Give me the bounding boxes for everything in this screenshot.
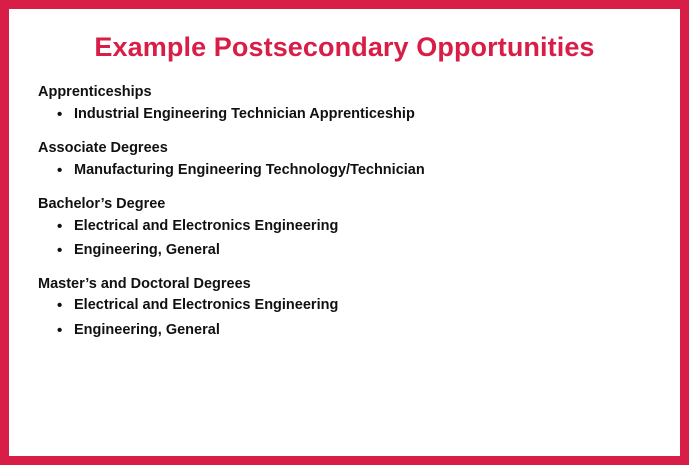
- section-heading: Master’s and Doctoral Degrees: [38, 275, 251, 292]
- section-apprenticeships: [32, 83, 657, 125]
- section-item-list: [32, 295, 657, 340]
- page-title: Example Postsecondary Opportunities: [94, 32, 595, 62]
- list-item: • Manufacturing Engineering Technology/Technician: [32, 160, 657, 181]
- section-bachelors-degree: [32, 195, 657, 261]
- section-heading: Bachelor’s Degree: [38, 195, 166, 212]
- section-heading: Associate Degrees: [38, 139, 168, 156]
- section-associate-degrees: [32, 139, 657, 181]
- section-item-list: [32, 104, 657, 125]
- section-item-list: [32, 216, 657, 261]
- section-master-doctoral-degrees: [32, 275, 657, 341]
- section-heading: Apprenticeships: [38, 84, 152, 101]
- list-item: • Engineering, General: [32, 320, 657, 341]
- card-inner: [9, 9, 680, 456]
- section-item-list: [32, 160, 657, 181]
- list-item: • Industrial Engineering Technician Apprenticeship: [32, 104, 657, 125]
- list-item: • Engineering, General: [32, 240, 657, 261]
- list-item: • Electrical and Electronics Engineering: [32, 216, 657, 237]
- list-item: • Electrical and Electronics Engineering: [32, 295, 657, 316]
